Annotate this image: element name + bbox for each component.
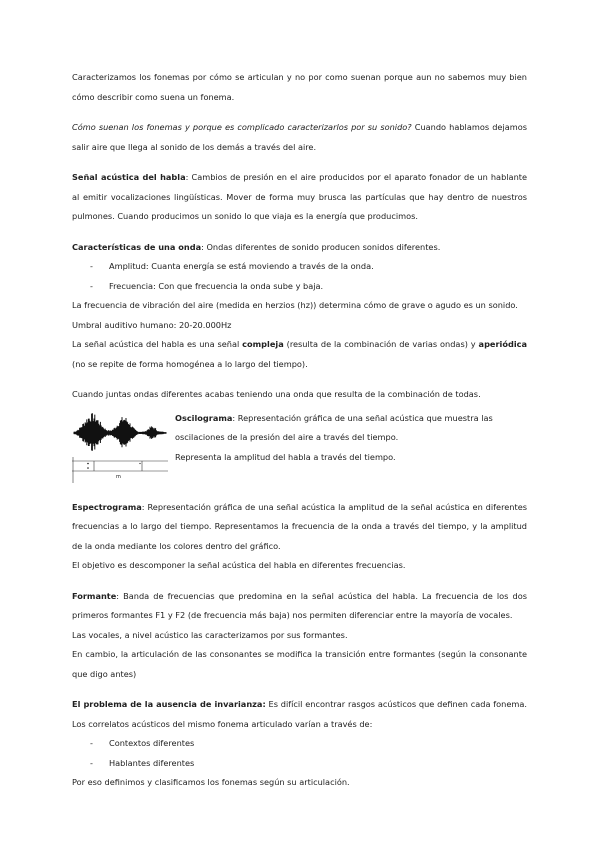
onda-compleja-line: [72, 335, 527, 374]
term-invarianza: El problema de la ausencia de invarianza:: [72, 699, 266, 709]
term-formante: Formante: [72, 590, 117, 601]
compleja-prefix: La señal acústica del habla es una señal: [72, 339, 243, 349]
term-caracteristicas-onda: Características de una onda: [72, 241, 202, 252]
invarianza-line2: Por eso definimos y clasificamos los fonemas según su articulación.: [72, 777, 350, 787]
term-espectrograma: Espectrograma: [72, 501, 142, 512]
paragraph-intro: Caracterizamos los fonemas por cómo se articulan y no por como suenan porque aun no sabemos muy bien cómo describir como suena un fonema.: [72, 72, 527, 102]
list-item: - Frecuencia: Con que frecuencia la onda sube y baja.: [72, 277, 527, 297]
onda-definition: : Ondas diferentes de sonido producen sonidos diferentes.: [201, 241, 441, 252]
espectrograma-definition: : Representación gráfica de una señal acústica la amplitud de la señal acústica en diferentes frecuencias a lo largo del tiempo. Representamos la frecuencia de la onda a través del tiempo, y la amplitud de la onda mediante los colores dentro del gráfico.: [72, 501, 527, 551]
onda-frecuencia-line: La frecuencia de vibración del aire (medida en herzios (hz)) determina cómo de grave o agudo es un sonido.: [72, 300, 518, 310]
list-item: - Amplitud: Cuanta energía se está moviendo a través de la onda.: [72, 257, 527, 277]
term-aperiodica: aperiódica: [478, 339, 528, 349]
term-compleja: compleja: [242, 339, 284, 349]
aperiodica-suffix: (no se repite de forma homogénea a lo largo del tiempo).: [72, 358, 308, 369]
compleja-middle: (resulta de la combinación de varias ondas) y: [283, 339, 479, 349]
paragraph-formante: [72, 587, 527, 626]
oscilograma-block: [72, 409, 527, 487]
document-body: [72, 68, 527, 793]
paragraph-senal-acustica: [72, 168, 527, 227]
paragraph-juntas: Cuando juntas ondas diferentes acabas teniendo una onda que resulta de la combinación de todas.: [72, 389, 481, 399]
question-answer: Cuando hablamos dejamos salir aire que llega al sonido de los demás a través del aire.: [72, 122, 527, 152]
paragraph-oscilograma: [175, 409, 530, 448]
formante-definition: : Banda de frecuencias que predomina en la señal acústica del habla. La frecuencia de los dos primeros formantes F1 y F2 (de frecuencia más baja) nos permiten diferenciar entre la mayoría de vocales.: [72, 590, 527, 620]
oscilograma-text: [175, 409, 530, 468]
paragraph-espectrograma: [72, 498, 527, 557]
formante-line2: Las vocales, a nivel acústico las caracterizamos por sus formantes.: [72, 629, 348, 640]
onda-umbral-line: Umbral auditivo humano: 20-20.000Hz: [72, 319, 232, 330]
oscilograma-definition: : Representación gráfica de una señal acústica que muestra las oscilaciones de la presión del aire a través del tiempo.: [175, 412, 493, 442]
invarianza-definition: Es difícil encontrar rasgos acústicos que definen cada fonema. Los correlatos acústicos del mismo fonema articulado varían a través de:: [72, 699, 528, 729]
list-item: - Hablantes diferentes: [72, 754, 527, 774]
list-item: - Contextos diferentes: [72, 734, 527, 754]
paragraph-invarianza: [72, 695, 527, 734]
oscillogram-image: [72, 409, 168, 483]
term-senal-acustica: Señal acústica del habla: [72, 172, 186, 182]
onda-list: [72, 257, 527, 296]
invarianza-list: [72, 734, 527, 773]
waveform-trace: [74, 413, 166, 450]
senal-definition: : Cambios de presión en el aire producidos por el aparato fonador de un hablante al emitir vocalizaciones lingüísticas. Mover de forma muy brusca las partículas que hay dentro de nuestros pulmones. Cuando producimos un sonido lo que viaja es la energía que producimos.: [72, 172, 528, 221]
formante-line3: En cambio, la articulación de las consonantes se modifica la transición entre formantes (según la consonante que digo antes): [72, 649, 527, 679]
paragraph-onda: [72, 238, 527, 258]
term-oscilograma: Oscilograma: [175, 412, 233, 423]
oscilograma-line2: Representa la amplitud del habla a través del tiempo.: [175, 451, 396, 462]
oscillogram-label: m: [116, 473, 121, 480]
espectrograma-line2: El objetivo es descomponer la señal acústica del habla en diferentes frecuencias.: [72, 560, 406, 570]
question-italic: Cómo suenan los fonemas y porque es complicado caracterizarlos por su sonido?: [72, 122, 412, 132]
paragraph-question: [72, 118, 527, 157]
